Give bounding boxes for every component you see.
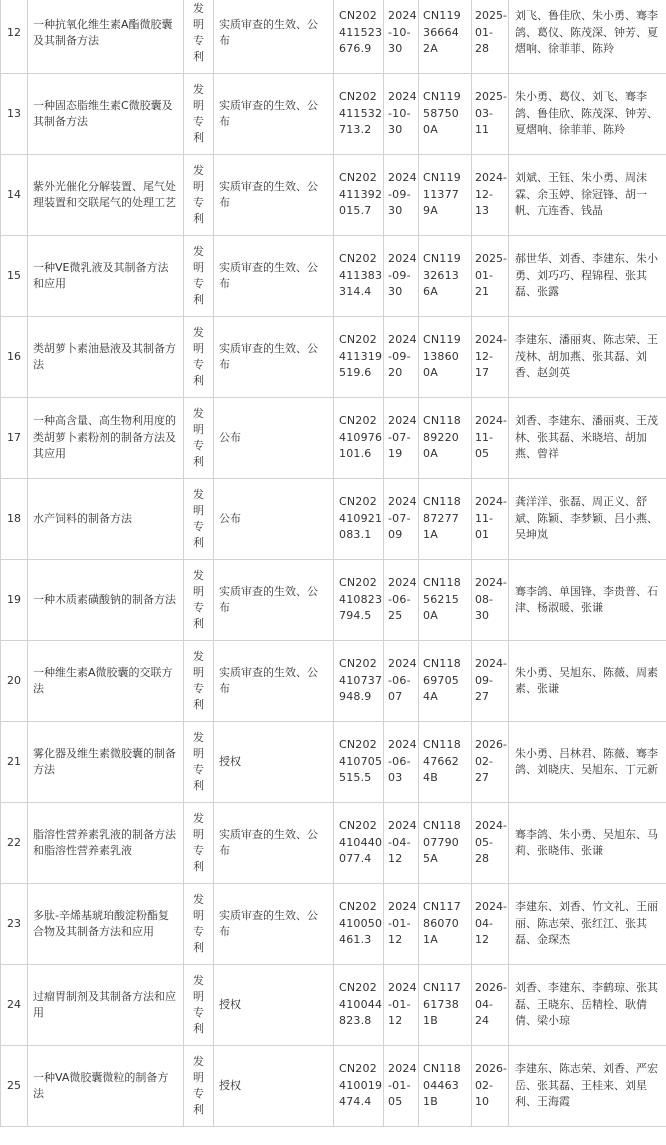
table-row (1, 1046, 666, 1127)
patent-type: 发明专利 (193, 245, 204, 306)
row-number: 16 (7, 349, 21, 363)
inventors: 朱小勇、吕林君、陈薇、骞李鸽、刘晓庆、吴旭东、丁元新 (515, 746, 658, 776)
patent-type: 发明专利 (193, 650, 204, 711)
row-number: 23 (7, 916, 21, 930)
publication-number: CN118 04463 1B (423, 1062, 461, 1109)
application-date: 2024 -01- 05 (388, 1062, 417, 1109)
publication-number: CN118 69705 4A (423, 657, 461, 704)
legal-status-cell (214, 479, 334, 560)
publication-date: 2026- 02-27 (475, 738, 507, 785)
legal-status-cell (214, 74, 334, 155)
inventors: 骞李鸽、单国锋、李贵普、石津、杨淑暖、张谦 (515, 584, 658, 614)
publication-number-cell (419, 317, 472, 398)
publication-number: CN117 61738 1B (423, 981, 461, 1028)
application-date-cell (384, 641, 419, 722)
application-number: CN202 411392 015.7 (339, 171, 383, 218)
legal-status: 实质审查的生效、公布 (219, 584, 318, 614)
legal-status-cell (214, 965, 334, 1046)
application-number: CN202 410737 948.9 (339, 657, 383, 704)
application-number-cell (334, 0, 384, 74)
inventors-cell (509, 722, 666, 803)
publication-number-cell (419, 0, 472, 74)
publication-number: CN119 11377 9A (423, 171, 461, 218)
table-row (1, 317, 666, 398)
table-row (1, 641, 666, 722)
publication-date-cell (472, 398, 509, 479)
inventors-cell (509, 1046, 666, 1127)
application-date-cell (384, 236, 419, 317)
patent-title-cell (28, 641, 184, 722)
inventors-cell (509, 884, 666, 965)
publication-date: 2025- 01-28 (475, 9, 507, 56)
application-number-cell (334, 479, 384, 560)
patent-title: 一种VE微乳液及其制备方法和应用 (33, 260, 169, 290)
publication-date-cell (472, 1046, 509, 1127)
patent-title-cell (28, 398, 184, 479)
patent-type: 发明专利 (193, 83, 204, 144)
publication-date-cell (472, 803, 509, 884)
application-number: CN202 411319 519.6 (339, 333, 383, 380)
inventors: 刘香、李建东、潘丽爽、王茂林、张其磊、米晓培、胡加燕、曾祥 (515, 414, 658, 461)
row-number: 20 (7, 673, 21, 687)
legal-status-cell (214, 722, 334, 803)
row-number: 21 (7, 754, 21, 768)
row-number-cell (1, 74, 28, 155)
publication-date: 2024- 05-28 (475, 819, 507, 866)
application-number-cell (334, 560, 384, 641)
row-number-cell (1, 641, 28, 722)
inventors-cell (509, 0, 666, 74)
legal-status: 实质审查的生效、公布 (219, 665, 318, 695)
application-number-cell (334, 398, 384, 479)
patent-type-cell (184, 1046, 214, 1127)
publication-date-cell (472, 884, 509, 965)
patent-type-cell (184, 884, 214, 965)
row-number: 22 (7, 835, 21, 849)
patent-type: 发明专利 (193, 893, 204, 954)
application-date: 2024 -06- 25 (388, 576, 417, 623)
publication-number-cell (419, 236, 472, 317)
legal-status-cell (214, 0, 334, 74)
patent-type: 发明专利 (193, 569, 204, 630)
application-date-cell (384, 479, 419, 560)
table-row (1, 155, 666, 236)
application-number-cell (334, 884, 384, 965)
publication-date-cell (472, 641, 509, 722)
inventors: 朱小勇、葛仪、刘飞、骞李鸽、鲁佳欣、陈茂深、钟芳、夏熠响、徐菲菲、陈羚 (515, 90, 658, 137)
patent-title: 一种固态脂维生素C微胶囊及其制备方法 (33, 98, 173, 128)
application-number-cell (334, 641, 384, 722)
legal-status: 实质审查的生效、公布 (219, 827, 318, 857)
publication-date: 2024- 09-27 (475, 657, 507, 704)
patent-title: 过瘤胃制剂及其制备方法和应用 (33, 989, 176, 1019)
application-date-cell (384, 560, 419, 641)
patent-title-cell (28, 803, 184, 884)
publication-date: 2024- 04-12 (475, 900, 507, 947)
patent-type-cell (184, 803, 214, 884)
application-date: 2024 -09- 20 (388, 333, 417, 380)
table-row (1, 965, 666, 1046)
application-number-cell (334, 155, 384, 236)
inventors-cell (509, 236, 666, 317)
inventors-cell (509, 479, 666, 560)
application-date-cell (384, 155, 419, 236)
table-row (1, 560, 666, 641)
publication-date-cell (472, 0, 509, 74)
patent-title: 紫外光催化分解装置、尾气处理装置和交联尾气的处理工艺 (33, 179, 176, 209)
application-number-cell (334, 722, 384, 803)
row-number-cell (1, 317, 28, 398)
application-date: 2024 -07- 19 (388, 414, 417, 461)
patent-type-cell (184, 155, 214, 236)
publication-date-cell (472, 560, 509, 641)
table-row (1, 884, 666, 965)
inventors-cell (509, 155, 666, 236)
publication-number-cell (419, 884, 472, 965)
publication-number: CN118 07790 5A (423, 819, 461, 866)
publication-date: 2025- 01-21 (475, 252, 507, 299)
legal-status-cell (214, 803, 334, 884)
legal-status: 实质审查的生效、公布 (219, 908, 318, 938)
publication-number: CN118 89220 0A (423, 414, 461, 461)
patent-title-cell (28, 884, 184, 965)
patent-type: 发明专利 (193, 2, 204, 63)
row-number: 15 (7, 268, 21, 282)
application-number: CN202 410921 083.1 (339, 495, 383, 542)
publication-number-cell (419, 641, 472, 722)
application-date-cell (384, 722, 419, 803)
application-number: CN202 411383 314.4 (339, 252, 383, 299)
publication-date-cell (472, 236, 509, 317)
application-number: CN202 410050 461.3 (339, 900, 383, 947)
row-number: 17 (7, 430, 21, 444)
row-number-cell (1, 803, 28, 884)
row-number-cell (1, 1046, 28, 1127)
legal-status-cell (214, 236, 334, 317)
patent-title-cell (28, 317, 184, 398)
row-number-cell (1, 479, 28, 560)
application-date: 2024 -09- 30 (388, 252, 417, 299)
row-number-cell (1, 236, 28, 317)
patent-type-cell (184, 398, 214, 479)
publication-number-cell (419, 479, 472, 560)
row-number-cell (1, 0, 28, 74)
row-number-cell (1, 155, 28, 236)
patent-title-cell (28, 479, 184, 560)
patent-type-cell (184, 0, 214, 74)
publication-date: 2026- 04-24 (475, 981, 507, 1028)
row-number: 14 (7, 187, 21, 201)
publication-date-cell (472, 722, 509, 803)
patent-type-cell (184, 641, 214, 722)
application-date-cell (384, 0, 419, 74)
inventors: 李建东、潘丽爽、陈志荣、王茂林、胡加燕、张其磊、刘香、赵剑英 (515, 333, 658, 380)
table-row (1, 803, 666, 884)
legal-status: 公布 (219, 511, 241, 525)
legal-status-cell (214, 884, 334, 965)
inventors: 刘香、李建东、李鹤琼、张其磊、王晓东、岳精栓、耿倩倩、梁小琼 (515, 981, 658, 1028)
legal-status: 授权 (219, 754, 241, 768)
publication-date: 2026- 02-10 (475, 1062, 507, 1109)
patent-type: 发明专利 (193, 488, 204, 549)
publication-number-cell (419, 722, 472, 803)
table-row (1, 74, 666, 155)
application-number-cell (334, 317, 384, 398)
row-number: 13 (7, 106, 21, 120)
patent-type-cell (184, 74, 214, 155)
patent-title-cell (28, 965, 184, 1046)
patent-title: 水产饲料的制备方法 (33, 511, 132, 525)
inventors: 刘斌、王钰、朱小勇、周沫霖、余玉婷、徐冠锋、胡一帆、亢连香、钱晶 (515, 171, 647, 218)
patent-type-cell (184, 965, 214, 1046)
row-number-cell (1, 722, 28, 803)
publication-number-cell (419, 803, 472, 884)
inventors-cell (509, 317, 666, 398)
inventors: 郝世华、刘香、李建东、朱小勇、刘巧巧、程锦程、张其磊、张露 (515, 252, 658, 299)
publication-date-cell (472, 479, 509, 560)
application-number-cell (334, 74, 384, 155)
publication-number: CN118 56215 0A (423, 576, 461, 623)
patent-type: 发明专利 (193, 812, 204, 873)
publication-date-cell (472, 965, 509, 1046)
legal-status-cell (214, 560, 334, 641)
application-number-cell (334, 803, 384, 884)
legal-status-cell (214, 155, 334, 236)
application-date: 2024 -10- 30 (388, 90, 417, 137)
patent-type-cell (184, 479, 214, 560)
patent-title-cell (28, 560, 184, 641)
patent-type-cell (184, 722, 214, 803)
application-date-cell (384, 317, 419, 398)
table-row (1, 236, 666, 317)
row-number: 12 (7, 25, 21, 39)
legal-status: 实质审查的生效、公布 (219, 179, 318, 209)
legal-status-cell (214, 641, 334, 722)
inventors: 李建东、陈志荣、刘香、严宏岳、张其磊、王桂来、刘星利、王海霞 (515, 1062, 658, 1109)
inventors-cell (509, 641, 666, 722)
publication-date: 2024- 11-01 (475, 495, 507, 542)
legal-status-cell (214, 1046, 334, 1127)
publication-number-cell (419, 74, 472, 155)
publication-number: CN119 32613 6A (423, 252, 461, 299)
legal-status: 授权 (219, 997, 241, 1011)
patent-title: 雾化器及维生素微胶囊的制备方法 (33, 746, 176, 776)
publication-number: CN117 86070 1A (423, 900, 461, 947)
patent-table-body (1, 0, 666, 1127)
application-date: 2024 -06- 07 (388, 657, 417, 704)
application-number: CN202 410976 101.6 (339, 414, 383, 461)
application-number: CN202 411523 676.9 (339, 9, 383, 56)
inventors-cell (509, 74, 666, 155)
row-number-cell (1, 884, 28, 965)
patent-title: 一种高含量、高生物利用度的类胡萝卜素粉剂的制备方法及其应用 (33, 414, 176, 461)
application-date-cell (384, 965, 419, 1046)
table-row (1, 722, 666, 803)
application-date: 2024 -10- 30 (388, 9, 417, 56)
application-number: CN202 410440 077.4 (339, 819, 383, 866)
patent-title: 脂溶性营养素乳液的制备方法和脂溶性营养素乳液 (33, 827, 176, 857)
row-number: 24 (7, 997, 21, 1011)
publication-number: CN119 58750 0A (423, 90, 461, 137)
application-number: CN202 411532 713.2 (339, 90, 383, 137)
application-number-cell (334, 236, 384, 317)
application-date-cell (384, 1046, 419, 1127)
application-number-cell (334, 1046, 384, 1127)
patent-title-cell (28, 236, 184, 317)
patent-title: 类胡萝卜素油悬液及其制备方法 (33, 341, 176, 371)
publication-date: 2024- 12-13 (475, 171, 507, 218)
patent-type: 发明专利 (193, 974, 204, 1035)
inventors: 李建东、刘香、竹文礼、王丽丽、陈志荣、张红江、张其磊、金琛杰 (515, 900, 658, 947)
inventors: 刘飞、鲁佳欣、朱小勇、骞李鸽、葛仪、陈茂深、钟芳、夏熠响、徐菲菲、陈羚 (515, 9, 658, 56)
patent-title: 多肽-辛烯基琥珀酸淀粉酯复合物及其制备方法和应用 (33, 908, 169, 938)
application-date: 2024 -07- 09 (388, 495, 417, 542)
application-number: CN202 410823 794.5 (339, 576, 383, 623)
patent-type: 发明专利 (193, 164, 204, 225)
patent-type-cell (184, 317, 214, 398)
application-date: 2024 -09- 30 (388, 171, 417, 218)
publication-date: 2024- 12-17 (475, 333, 507, 380)
patent-title: 一种VA微胶囊微粒的制备方法 (33, 1070, 169, 1100)
inventors-cell (509, 398, 666, 479)
patent-type: 发明专利 (193, 1055, 204, 1116)
patent-title-cell (28, 155, 184, 236)
application-number: CN202 410705 515.5 (339, 738, 383, 785)
publication-date: 2024- 08-30 (475, 576, 507, 623)
publication-number-cell (419, 1046, 472, 1127)
patent-type: 发明专利 (193, 326, 204, 387)
patent-type-cell (184, 236, 214, 317)
publication-number: CN119 13860 0A (423, 333, 461, 380)
publication-number-cell (419, 965, 472, 1046)
publication-date-cell (472, 74, 509, 155)
application-date-cell (384, 74, 419, 155)
publication-date-cell (472, 317, 509, 398)
application-date-cell (384, 398, 419, 479)
application-number: CN202 410019 474.4 (339, 1062, 383, 1109)
application-date: 2024 -04- 12 (388, 819, 417, 866)
legal-status: 实质审查的生效、公布 (219, 17, 318, 47)
publication-number-cell (419, 560, 472, 641)
legal-status: 实质审查的生效、公布 (219, 341, 318, 371)
row-number: 19 (7, 592, 21, 606)
publication-number: CN118 87277 1A (423, 495, 461, 542)
publication-number-cell (419, 155, 472, 236)
publication-number: CN119 36664 2A (423, 9, 461, 56)
legal-status-cell (214, 317, 334, 398)
application-date: 2024 -01- 12 (388, 900, 417, 947)
table-row (1, 0, 666, 74)
inventors: 骞李鸽、朱小勇、吴旭东、马莉、张晓伟、张谦 (515, 827, 658, 857)
patent-title-cell (28, 0, 184, 74)
application-number-cell (334, 965, 384, 1046)
publication-number-cell (419, 398, 472, 479)
legal-status: 实质审查的生效、公布 (219, 260, 318, 290)
patent-title: 一种抗氧化维生素A酯微胶囊及其制备方法 (33, 17, 173, 47)
publication-date: 2024- 11-05 (475, 414, 507, 461)
application-date-cell (384, 884, 419, 965)
row-number: 25 (7, 1078, 21, 1092)
legal-status-cell (214, 398, 334, 479)
legal-status: 授权 (219, 1078, 241, 1092)
inventors-cell (509, 965, 666, 1046)
table-row (1, 398, 666, 479)
publication-date-cell (472, 155, 509, 236)
application-date: 2024 -06- 03 (388, 738, 417, 785)
table-row (1, 479, 666, 560)
application-date-cell (384, 803, 419, 884)
patent-title: 一种木质素磺酸钠的制备方法 (33, 592, 176, 606)
row-number-cell (1, 965, 28, 1046)
application-date: 2024 -01- 12 (388, 981, 417, 1028)
application-number: CN202 410044 823.8 (339, 981, 383, 1028)
row-number-cell (1, 398, 28, 479)
inventors: 龚洋洋、张磊、周正义、舒斌、陈颖、李梦颖、吕小燕、吴坤岚 (515, 495, 658, 542)
publication-date: 2025- 03-11 (475, 90, 507, 137)
inventors-cell (509, 560, 666, 641)
inventors: 朱小勇、吴旭东、陈薇、周素素、张谦 (515, 665, 658, 695)
patent-title-cell (28, 1046, 184, 1127)
patent-type-cell (184, 560, 214, 641)
row-number: 18 (7, 511, 21, 525)
legal-status: 实质审查的生效、公布 (219, 98, 318, 128)
patent-title-cell (28, 74, 184, 155)
row-number-cell (1, 560, 28, 641)
patent-type: 发明专利 (193, 731, 204, 792)
patent-title-cell (28, 722, 184, 803)
publication-number: CN118 47662 4B (423, 738, 461, 785)
patent-title: 一种维生素A微胶囊的交联方法 (33, 665, 173, 695)
inventors-cell (509, 803, 666, 884)
patent-type: 发明专利 (193, 407, 204, 468)
legal-status: 公布 (219, 430, 241, 444)
